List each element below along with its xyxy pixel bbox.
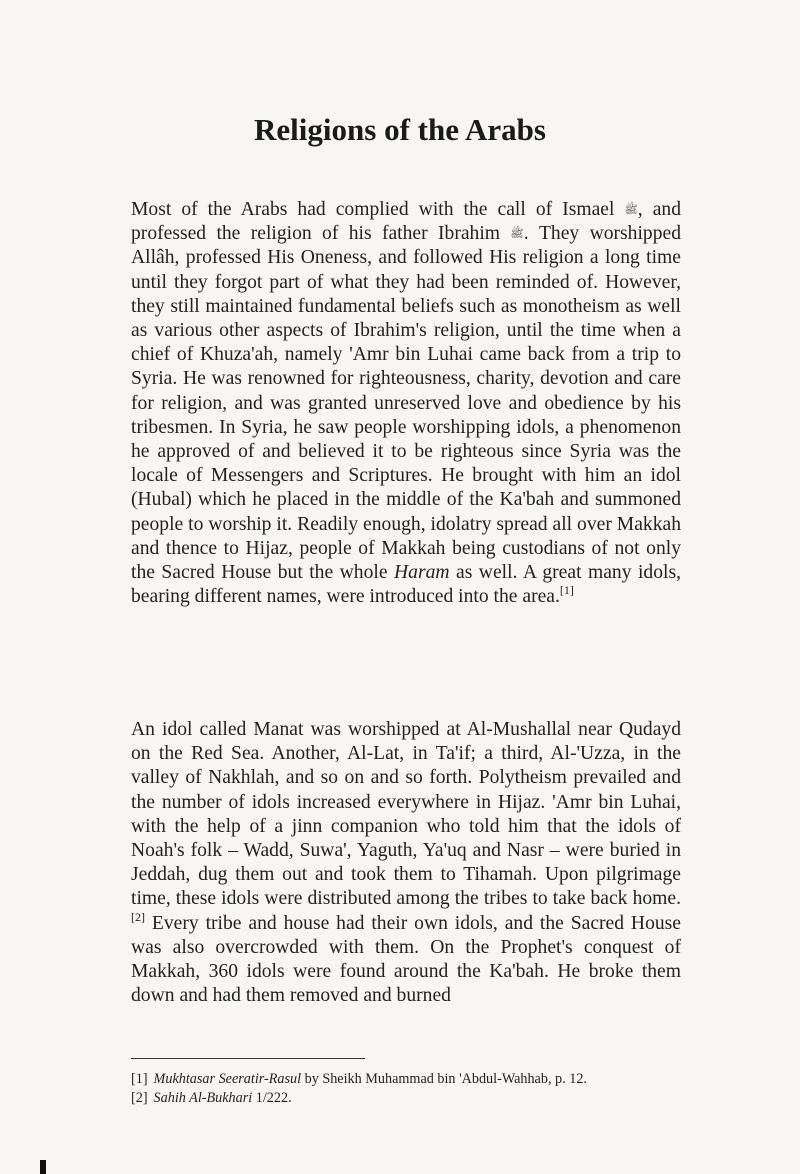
paragraph-2-text-a: An idol called Manat was worshipped at Al-Mushallal near Qudayd on the Red Sea. Another, Al-Lat, in Ta'if; a third, Al-'Uzza, in the valley of Nakhlah, and so on and so forth. Polytheism prevailed and the number of idols increased everywhere in Hijaz. 'Amr bin Luhai, with the help of a jinn companion who told him that the idols of Noah's folk – Wadd, Suwa', Yaguth, Ya'uq and Nasr – were buried in Jeddah, dug them out and took them to Tihamah. Upon pilgrimage time, these idols were distributed among the tribes to take back home.: [131, 719, 681, 910]
footnote-source-detail: 1/222.: [252, 1090, 292, 1106]
footnote-divider: [131, 1058, 365, 1059]
footnote-source-detail: by Sheikh Muhammad bin 'Abdul-Wahhab, p. 12.: [301, 1071, 587, 1087]
footnote-ref-1[interactable]: [1]: [559, 583, 574, 598]
paragraph-1-text-d: as well. A great many idols, bearing different names, were introduced into the area.: [131, 562, 681, 608]
paragraph-1-text-a: Most of the Arabs had complied with the call of Ismael: [131, 199, 625, 220]
honorific-glyph: ﷺ: [624, 204, 638, 216]
footnote-source-title: Sahih Al-Bukhari: [153, 1090, 253, 1106]
paragraph-1-text-b: , and professed the religion of his father Ibrahim: [131, 199, 681, 245]
footnotes: [131, 1070, 691, 1108]
haram-term: Haram: [394, 562, 450, 584]
page-edge-mark: [40, 1160, 46, 1174]
honorific-glyph: ﷺ: [510, 228, 524, 241]
footnote-2: [131, 1089, 691, 1108]
footnote-number: [1]: [131, 1071, 148, 1087]
paragraph-2-text-b: Every tribe and house had their own idols, and the Sacred House was also overcrowded with them. On the Prophet's conquest of Makkah, 360 idols were found around the Ka'bah. He broke them down and had them removed and burned: [131, 912, 681, 1007]
paragraph-2: [131, 718, 681, 1008]
paragraph-1-text-c: . They worshipped Allâh, professed His Oneness, and followed His religion a long time until they forgot part of what they had been reminded of. However, they still maintained fundamental beliefs such as monotheism as well as various other aspects of Ibrahim's religion, until the time when a chief of Khuza'ah, namely 'Amr bin Luhai came back from a trip to Syria. He was renowned for righteousness, charity, devotion and care for religion, and was granted unreserved love and obedience by his tribesmen. In Syria, he saw people worshipping idols, a phenomenon he approved of and believed it to be righteous since Syria was the locale of Messengers and Scriptures. He brought with him an idol (Hubal) which he placed in the middle of the Ka'bah and summoned people to worship it. Readily enough, idolatry spread all over Makkah and thence to Hijaz, people of Makkah being custodians of not only the Sacred House but the whole: [131, 223, 681, 584]
footnote-number: [2]: [131, 1090, 148, 1106]
footnote-1: [131, 1070, 691, 1089]
paragraph-1: [131, 198, 681, 609]
footnote-ref-2[interactable]: [2]: [131, 909, 145, 924]
footnote-source-title: Mukhtasar Seeratir-Rasul: [153, 1071, 302, 1087]
chapter-title: Religions of the Arabs: [254, 112, 546, 147]
